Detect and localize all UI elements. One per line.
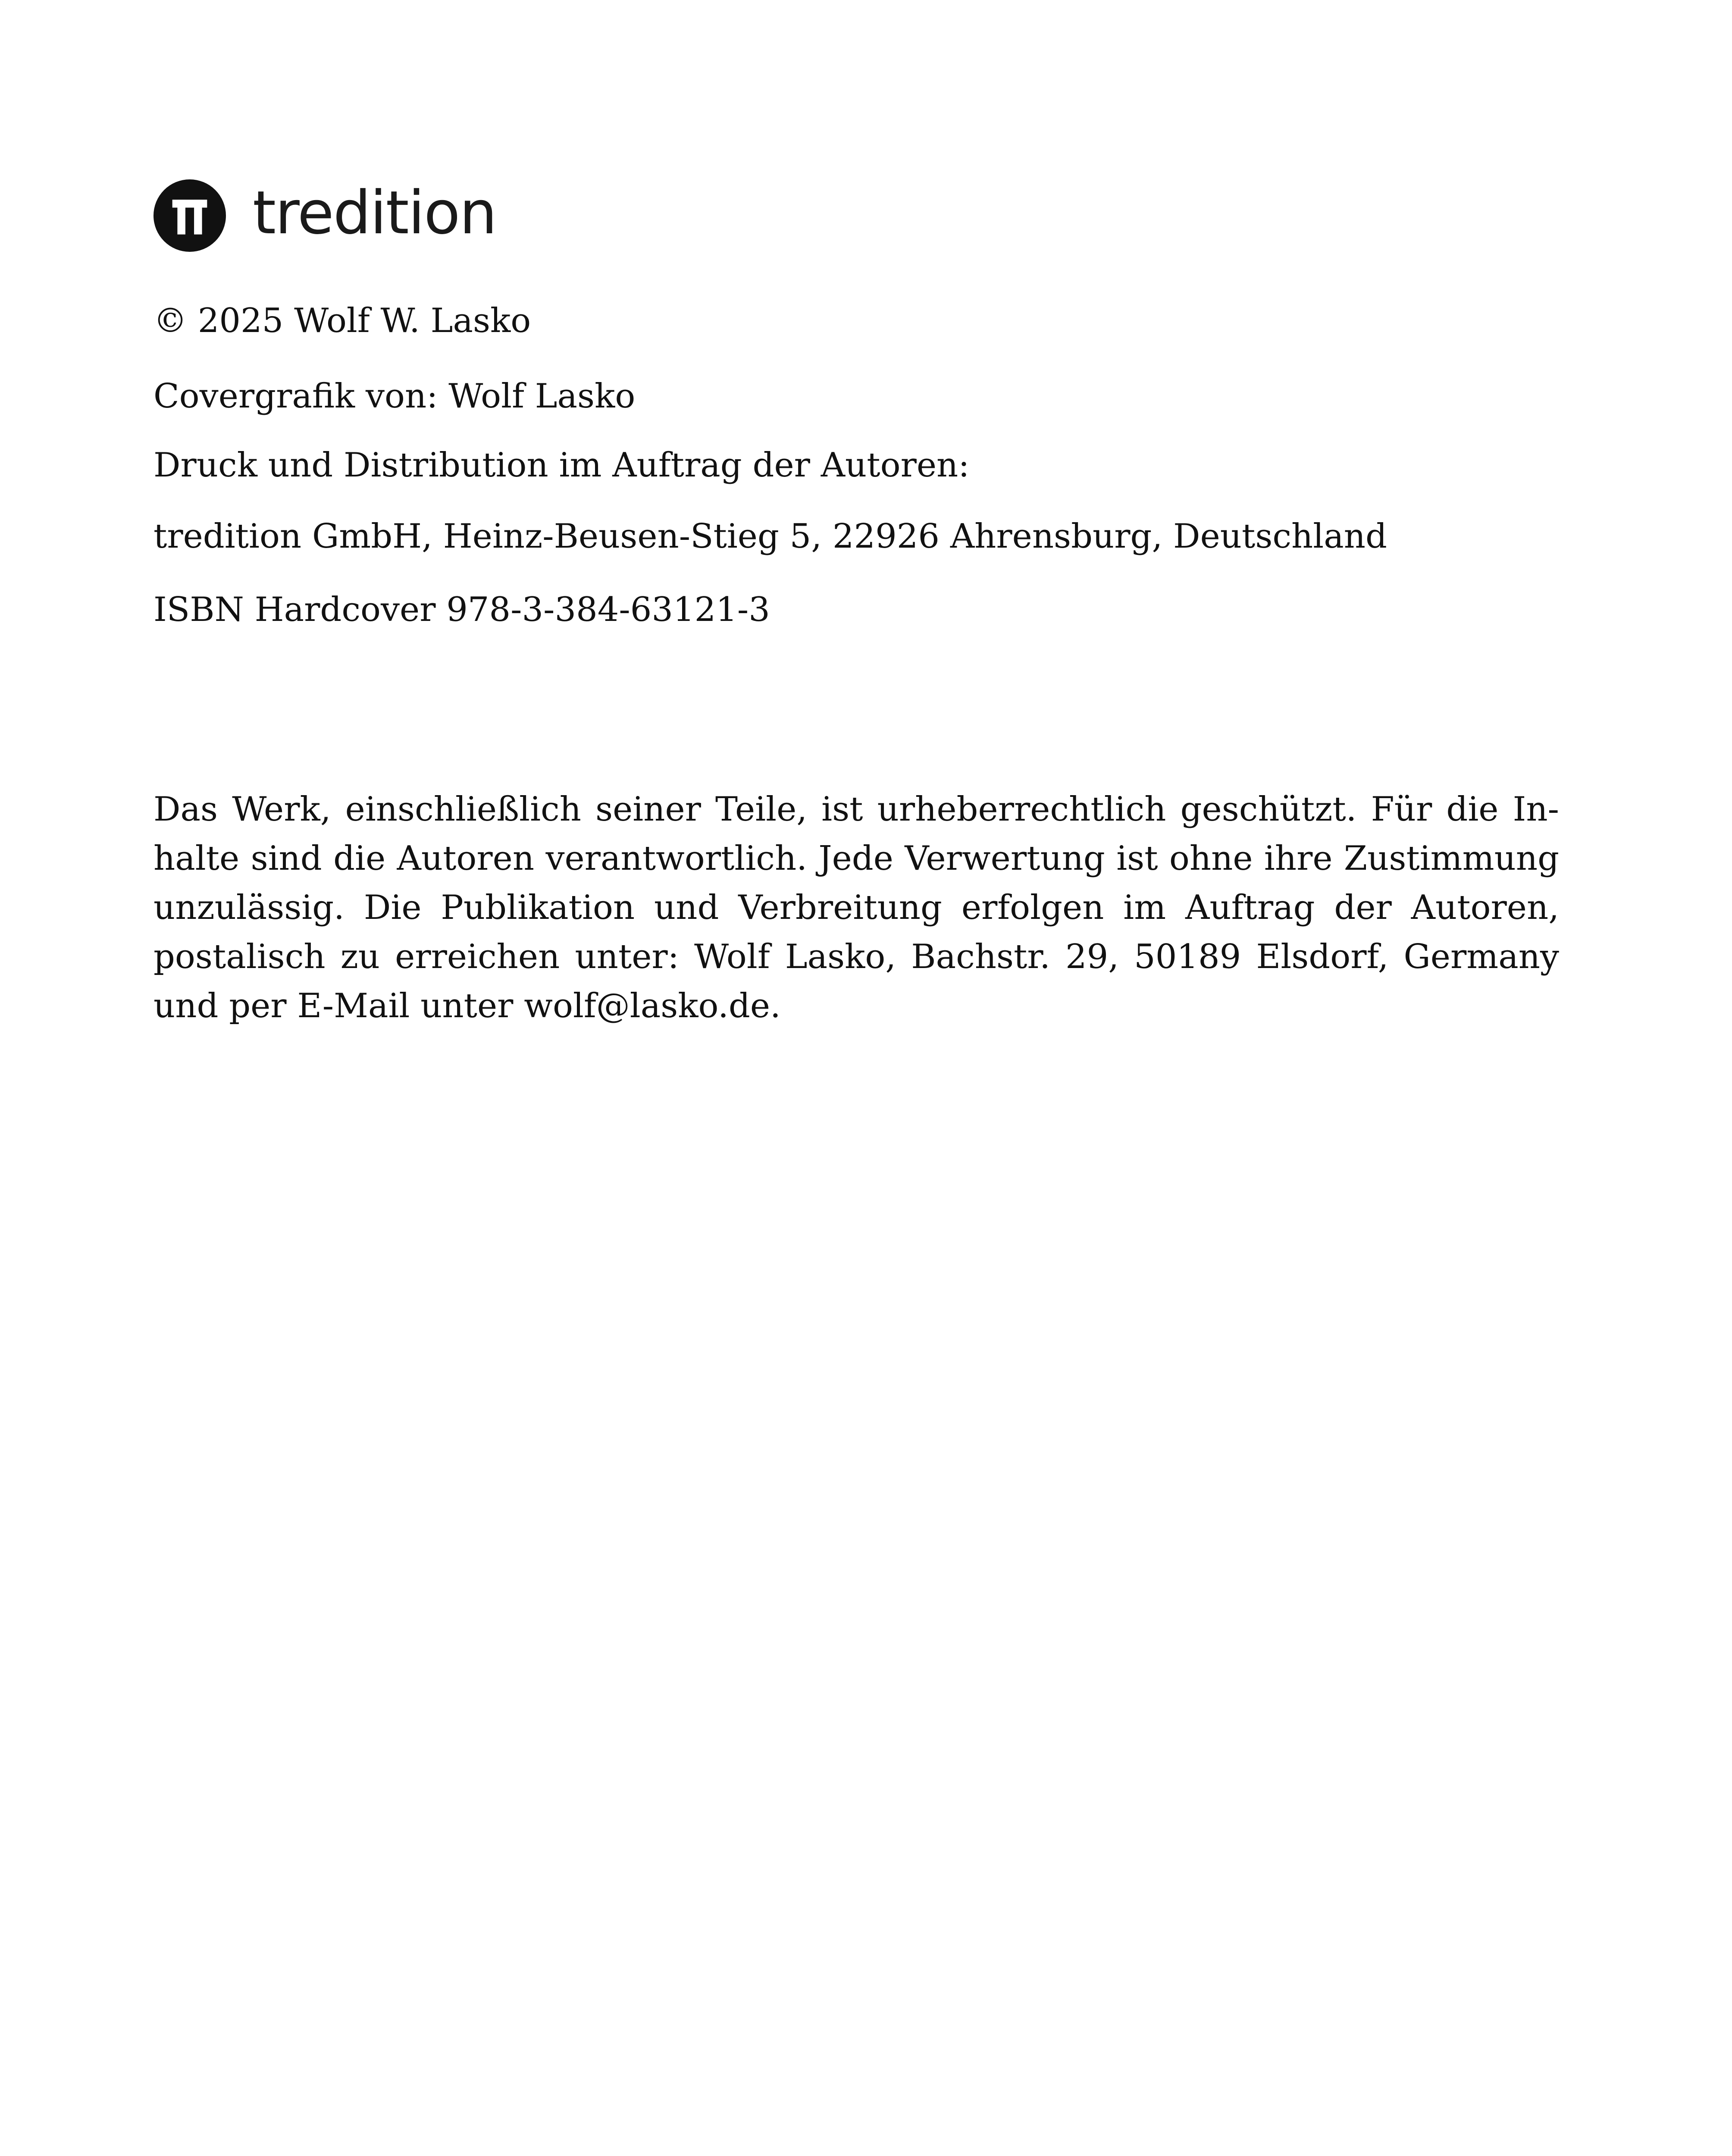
print-distribution-line: Druck und Distribution im Auftrag der Autoren:: [153, 446, 970, 485]
cover-credit-line: Covergrafik von: Wolf Lasko: [153, 377, 636, 416]
publisher-name: tredition: [253, 178, 496, 248]
tredition-logo-icon: [153, 179, 226, 252]
isbn-line: ISBN Hardcover 978-3-384-63121-3: [153, 590, 770, 629]
copyright-notice: Das Werk, einschließlich seiner Teile, ist urheberrechtlich geschützt. Für die Inhalte sind die Autoren verantwortlich. Jede Verwertung ist ohne ihre Zustimmung unzulässig. Die Publikation und Verbreitung erfolgen im Auftrag der Autoren, postalisch zu erreichen unter: Wolf Lasko, Bachstr. 29, 50189 Elsdorf, Germany und per E-Mail unter wolf@lasko.de.: [153, 790, 1559, 1025]
publisher-address-line: tredition GmbH, Heinz-Beusen-Stieg 5, 22926 Ahrensburg, Deutschland: [153, 517, 1387, 556]
copyright-line: © 2025 Wolf W. Lasko: [153, 301, 531, 340]
publisher-logo: [153, 177, 496, 254]
